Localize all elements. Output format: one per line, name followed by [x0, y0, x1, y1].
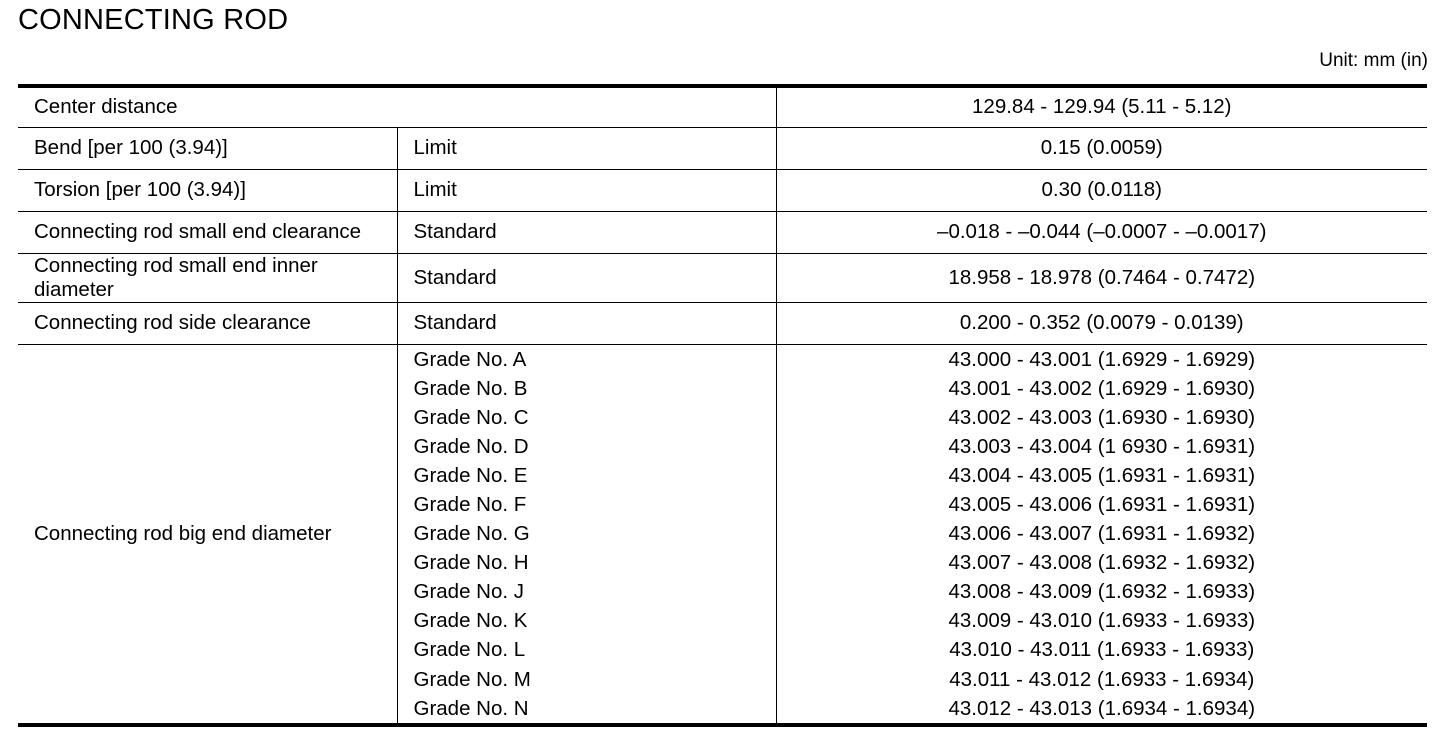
- grade-value: 43.011 - 43.012 (1.6933 - 1.6934): [949, 667, 1255, 691]
- grade-label: Grade No. A: [413, 347, 527, 371]
- grade-value: 43.005 - 43.006 (1.6931 - 1.6931): [948, 492, 1256, 516]
- grade-label: Grade No. C: [413, 405, 529, 429]
- condition-cell: Standard: [397, 253, 776, 302]
- grade-value: 43.004 - 43.005 (1.6931 - 1.6931): [948, 463, 1256, 487]
- value-cell: 129.84 - 129.94 (5.11 - 5.12): [776, 86, 1427, 127]
- item-cell: Bend [per 100 (3.94)]: [18, 127, 397, 169]
- table-row: [18, 86, 1427, 127]
- grade-label: Grade No. M: [413, 667, 531, 691]
- condition-cell: Standard: [397, 211, 776, 253]
- table-row: [18, 211, 1427, 253]
- table-row: [18, 253, 1427, 302]
- table-row: [18, 302, 1427, 344]
- item-cell: Connecting rod side clearance: [18, 302, 397, 344]
- grade-value: 43.008 - 43.009 (1.6932 - 1.6933): [948, 580, 1256, 604]
- value-cell: 18.958 - 18.978 (0.7464 - 0.7472): [776, 253, 1427, 302]
- grade-value: 43.000 - 43.001 (1.6929 - 1.6929): [948, 347, 1256, 371]
- grade-value: 43.003 - 43.004 (1 6930 - 1.6931): [948, 434, 1256, 458]
- spec-table: [18, 84, 1427, 727]
- grade-label: Grade No. L: [413, 638, 526, 662]
- grade-label: Grade No. J: [413, 580, 525, 604]
- grade-label: Grade No. K: [413, 609, 528, 633]
- unit-note: Unit: mm (in): [1319, 50, 1428, 71]
- value-cell: 0.15 (0.0059): [776, 127, 1427, 169]
- grade-list: [397, 344, 776, 725]
- grade-label: Grade No. B: [413, 376, 528, 400]
- table-row: [18, 127, 1427, 169]
- grade-label: Grade No. H: [413, 551, 529, 575]
- value-cell: 0.200 - 0.352 (0.0079 - 0.0139): [776, 302, 1427, 344]
- grade-value: 43.012 - 43.013 (1.6934 - 1.6934): [948, 696, 1256, 720]
- condition-cell: Limit: [397, 127, 776, 169]
- grade-label: Grade No. G: [413, 522, 530, 546]
- condition-cell: Limit: [397, 169, 776, 211]
- grade-value: 43.007 - 43.008 (1.6932 - 1.6932): [948, 551, 1256, 575]
- grade-label: Grade No. N: [413, 696, 529, 720]
- grade-value: 43.002 - 43.003 (1.6930 - 1.6930): [948, 405, 1256, 429]
- item-cell: Connecting rod small end clearance: [18, 211, 397, 253]
- grade-value: 43.006 - 43.007 (1.6931 - 1.6932): [948, 522, 1256, 546]
- item-cell: Connecting rod small end inner diameter: [18, 253, 397, 302]
- grade-label: Grade No. D: [413, 434, 529, 458]
- grade-value: 43.001 - 43.002 (1.6929 - 1.6930): [948, 376, 1256, 400]
- item-cell: Connecting rod big end diameter: [18, 344, 397, 725]
- page-title: CONNECTING ROD: [18, 4, 289, 36]
- item-cell: Center distance: [18, 86, 776, 127]
- item-cell: Torsion [per 100 (3.94)]: [18, 169, 397, 211]
- value-cell: 0.30 (0.0118): [776, 169, 1427, 211]
- condition-cell: Standard: [397, 302, 776, 344]
- grade-value: 43.010 - 43.011 (1.6933 - 1.6933): [949, 638, 1255, 662]
- table-row-big-end: [18, 344, 1427, 725]
- table-row: [18, 169, 1427, 211]
- grade-label: Grade No. F: [413, 492, 527, 516]
- value-cell: –0.018 - –0.044 (–0.0007 - –0.0017): [776, 211, 1427, 253]
- grade-label: Grade No. E: [413, 463, 528, 487]
- grade-value: 43.009 - 43.010 (1.6933 - 1.6933): [948, 609, 1256, 633]
- grade-value-list: [776, 344, 1427, 725]
